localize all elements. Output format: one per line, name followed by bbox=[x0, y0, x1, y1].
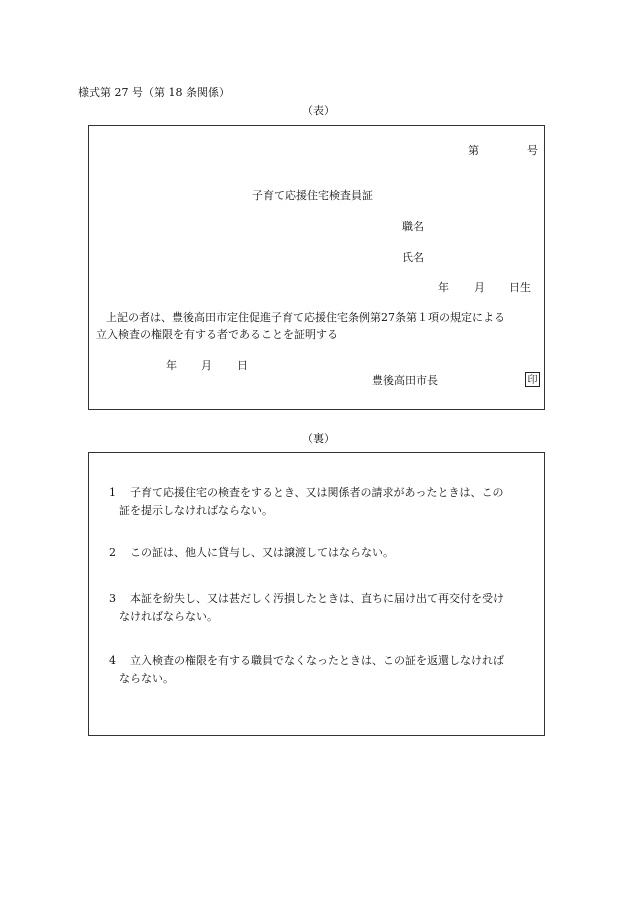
item-number: 2 bbox=[109, 546, 116, 559]
front-heading: （表） bbox=[302, 104, 335, 117]
item-text-line-2: なければならない。 bbox=[119, 610, 218, 623]
item-text-line-1: この証は、他人に貸与し、又は譲渡してはならない。 bbox=[130, 546, 394, 559]
issuer-name: 豊後高田市長 bbox=[372, 374, 438, 387]
certification-line-2: 立入検査の権限を有する者であることを証明する bbox=[96, 328, 338, 341]
back-heading: （裏） bbox=[302, 432, 335, 445]
number-suffix: 号 bbox=[527, 144, 538, 157]
item-number: 4 bbox=[109, 654, 116, 667]
item-number: 1 bbox=[109, 486, 116, 499]
item-number: 3 bbox=[109, 592, 116, 605]
form-label: 様式第 27 号（第 18 条関係） bbox=[78, 86, 230, 99]
back-card bbox=[88, 452, 545, 736]
item-text-line-1: 本証を紛失し、又は甚だしく汚損したときは、直ちに届け出て再交付を受け bbox=[130, 592, 504, 605]
back-item-3 bbox=[109, 590, 504, 626]
front-card bbox=[88, 125, 545, 410]
issue-day: 日 bbox=[237, 359, 248, 372]
name-label: 氏名 bbox=[402, 251, 424, 264]
birth-year: 年 bbox=[438, 281, 449, 294]
item-text-line-1: 立入検査の権限を有する職員でなくなったときは、この証を返還しなければ bbox=[130, 654, 504, 667]
issue-month: 月 bbox=[201, 359, 212, 372]
issue-year: 年 bbox=[166, 359, 177, 372]
birth-month: 月 bbox=[474, 281, 485, 294]
position-label: 職名 bbox=[402, 220, 424, 233]
back-item-4 bbox=[109, 652, 504, 688]
certification-line-1: 上記の者は、豊後高田市定住促進子育て応援住宅条例第27条第１項の規定による bbox=[106, 311, 505, 324]
back-item-1 bbox=[109, 484, 503, 520]
birth-day: 日生 bbox=[509, 281, 531, 294]
number-prefix: 第 bbox=[468, 144, 479, 157]
item-text-line-2: ならない。 bbox=[119, 672, 174, 685]
seal-mark: 印 bbox=[525, 372, 540, 387]
back-item-2 bbox=[109, 544, 394, 562]
item-text-line-2: 証を提示しなければならない。 bbox=[119, 504, 273, 517]
item-text-line-1: 子育て応援住宅の検査をするとき、又は関係者の請求があったときは、この bbox=[130, 486, 504, 499]
card-title: 子育て応援住宅検査員証 bbox=[252, 189, 373, 202]
